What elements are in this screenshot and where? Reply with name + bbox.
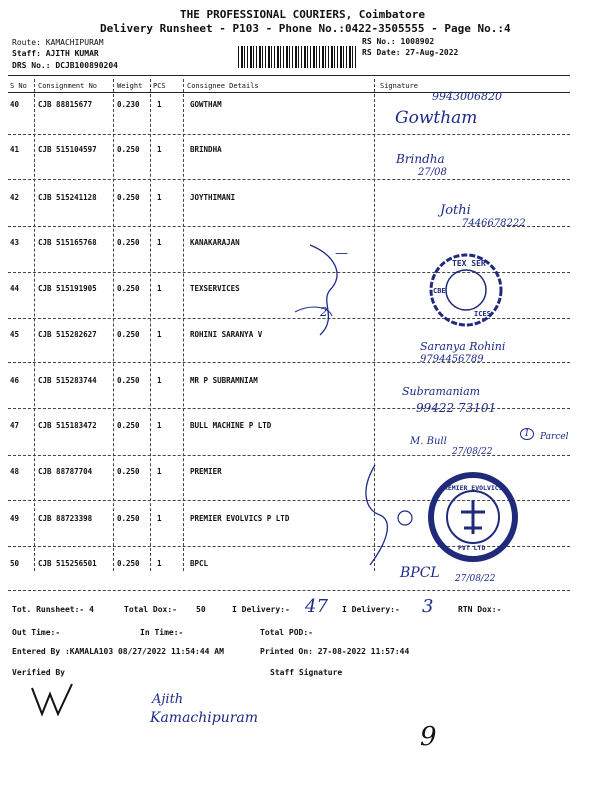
row-consignee: JOYTHIMANI — [190, 193, 236, 202]
stamp-text: PREMIER EVOLVICS — [440, 484, 503, 492]
handwritten-undelivered-count: 3 — [422, 596, 434, 617]
staff-label: Staff: AJITH KUMAR — [12, 49, 99, 58]
col-divider — [113, 79, 114, 571]
row-sno: 40 — [10, 100, 20, 109]
row-consignee: PREMIER EVOLVICS P LTD — [190, 514, 290, 523]
row-separator — [8, 179, 570, 180]
handwritten-delivered-count: 47 — [305, 596, 328, 617]
stamp-text: ICES — [474, 310, 491, 318]
rs-date: RS Date: 27-Aug-2022 — [362, 48, 459, 57]
row-consignee: KANAKARAJAN — [190, 238, 240, 247]
row-consignment: CJB 515241128 — [38, 193, 97, 202]
row-pcs: 1 — [157, 421, 162, 430]
tex-services-stamp — [428, 252, 504, 328]
delivery-label: I Delivery:- — [232, 605, 290, 614]
handwritten-date: 27/08 — [418, 167, 447, 178]
row-consignee: BULL MACHINE P LTD — [190, 421, 272, 430]
row-weight: 0.250 — [117, 193, 140, 202]
row-consignee: PREMIER — [190, 467, 222, 476]
handwritten-signature: Subramaniam — [402, 385, 481, 398]
handwritten-number: 2 — [320, 305, 328, 319]
row-sno: 42 — [10, 193, 20, 202]
col-divider — [34, 79, 35, 571]
row-sno: 48 — [10, 467, 20, 476]
row-pcs: 1 — [157, 376, 162, 385]
col-consignee: Consignee Details — [187, 82, 259, 90]
table-top-rule — [8, 75, 570, 76]
handwritten-signature: Saranya Rohini — [420, 340, 506, 353]
row-weight: 0.250 — [117, 421, 140, 430]
stamp-text: PVT LTD — [458, 544, 486, 552]
row-separator — [8, 590, 570, 591]
total-pod-label: Total POD:- — [260, 628, 313, 637]
row-consignee: BRINDHA — [190, 145, 222, 154]
handwritten-date: 27/08/22 — [452, 447, 493, 457]
handwritten-number: 1 — [520, 428, 534, 440]
staff-signature-label: Staff Signature — [270, 668, 343, 677]
handwritten-signature: Ajith — [152, 692, 184, 707]
row-weight: 0.250 — [117, 559, 140, 568]
row-consignment: CJB 515283744 — [38, 376, 97, 385]
printed-on: Printed On: 27-08-2022 11:57:44 — [260, 647, 410, 656]
row-weight: 0.250 — [117, 284, 140, 293]
tot-runsheet: Tot. Runsheet:- 4 — [12, 605, 94, 614]
row-separator — [8, 362, 570, 363]
row-consignment: CJB 515165768 — [38, 238, 97, 247]
row-sno: 49 — [10, 514, 20, 523]
row-consignee: BPCL — [190, 559, 209, 568]
row-consignee: GOWTHAM — [190, 100, 222, 109]
drs-number: DRS No.: DCJB100890204 — [12, 61, 118, 70]
in-time-label: In Time:- — [140, 628, 184, 637]
handwritten-note: Parcel — [540, 432, 569, 442]
stamp-text: CBE — [433, 287, 446, 295]
handwritten-date: 27/08/22 — [455, 574, 496, 584]
handwritten-signature: Jothi — [440, 203, 471, 218]
row-consignment: CJB 515183472 — [38, 421, 97, 430]
handwritten-brace — [355, 460, 425, 570]
handwritten-initial — [28, 680, 78, 720]
total-dox-label: Total Dox:- — [124, 605, 177, 614]
premier-evolvics-stamp — [428, 472, 518, 562]
route-label: Route: KAMACHIPURAM — [12, 38, 104, 47]
row-consignment: CJB 515256501 — [38, 559, 97, 568]
row-sno: 50 — [10, 559, 20, 568]
handwritten-signature: BPCL — [400, 565, 440, 581]
row-consignment: CJB 88723398 — [38, 514, 93, 523]
col-pcs: PCS — [153, 82, 166, 90]
row-consignment: CJB 515282627 — [38, 330, 97, 339]
row-separator — [8, 134, 570, 135]
row-pcs: 1 — [157, 238, 162, 247]
rs-number: RS No.: 1008902 — [362, 37, 435, 46]
row-consignment: CJB 515191905 — [38, 284, 97, 293]
row-sno: 46 — [10, 376, 20, 385]
row-weight: 0.250 — [117, 145, 140, 154]
col-weight: Weight — [117, 82, 143, 90]
col-sno: S No — [10, 82, 27, 90]
row-weight: 0.250 — [117, 376, 140, 385]
handwritten-phone: 9943006820 — [432, 90, 502, 103]
row-pcs: 1 — [157, 559, 162, 568]
row-consignee: MR P SUBRAMNIAM — [190, 376, 258, 385]
handwritten-page-number: 9 — [420, 722, 437, 752]
runsheet-subtitle: Delivery Runsheet - P103 - Phone No.:0422-3505555 - Page No.:4 — [100, 22, 511, 35]
col-divider — [150, 79, 151, 571]
col-consignment: Consignment No — [38, 82, 98, 90]
handwritten-signature: Brindha — [396, 152, 445, 166]
handwritten-phone: 9794456789 — [420, 354, 484, 365]
row-sno: 43 — [10, 238, 20, 247]
col-signature: Signature — [380, 82, 418, 90]
rtn-dox-label: RTN Dox:- — [458, 605, 502, 614]
handwritten-phone: 99422 73101 — [416, 401, 497, 415]
row-pcs: 1 — [157, 145, 162, 154]
row-sno: 47 — [10, 421, 20, 430]
row-pcs: 1 — [157, 514, 162, 523]
handwritten-signature: Gowtham — [395, 108, 478, 128]
row-sno: 41 — [10, 145, 20, 154]
row-pcs: 1 — [157, 100, 162, 109]
row-consignment: CJB 88787704 — [38, 467, 93, 476]
out-time-label: Out Time:- — [12, 628, 61, 637]
verified-by-label: Verified By — [12, 668, 65, 677]
undelivered-label: I Delivery:- — [342, 605, 400, 614]
handwritten-signature: Kamachipuram — [150, 710, 259, 726]
row-sno: 44 — [10, 284, 20, 293]
row-sno: 45 — [10, 330, 20, 339]
handwritten-phone: 7446678222 — [462, 218, 526, 229]
total-dox-value: 50 — [196, 605, 206, 614]
row-weight: 0.250 — [117, 330, 140, 339]
row-consignment: CJB 515104597 — [38, 145, 97, 154]
row-consignment: CJB 88815677 — [38, 100, 93, 109]
company-name: THE PROFESSIONAL COURIERS, Coimbatore — [180, 8, 426, 21]
row-weight: 0.250 — [117, 514, 140, 523]
row-consignee: ROHINI SARANYA V — [190, 330, 263, 339]
entered-by: Entered By :KAMALA103 08/27/2022 11:54:44 AM — [12, 647, 224, 656]
barcode — [238, 46, 356, 68]
col-divider — [183, 79, 184, 571]
row-pcs: 1 — [157, 330, 162, 339]
handwritten-mark: — — [335, 246, 348, 261]
row-weight: 0.250 — [117, 238, 140, 247]
handwritten-brace — [290, 240, 370, 340]
stamp-text: TEX SER — [452, 259, 486, 268]
handwritten-signature: M. Bull — [410, 436, 447, 447]
row-pcs: 1 — [157, 467, 162, 476]
row-consignee: TEXSERVICES — [190, 284, 240, 293]
row-pcs: 1 — [157, 193, 162, 202]
row-weight: 0.230 — [117, 100, 140, 109]
row-weight: 0.250 — [117, 467, 140, 476]
row-pcs: 1 — [157, 284, 162, 293]
